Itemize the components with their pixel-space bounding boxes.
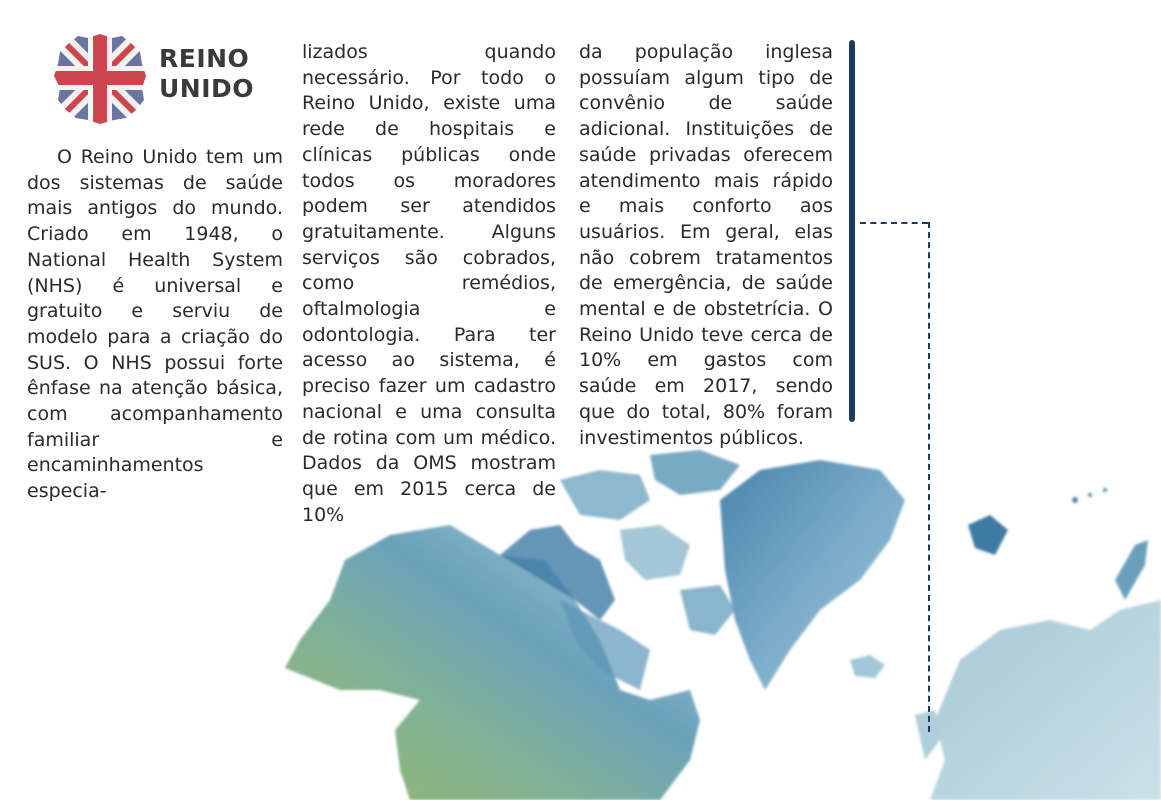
text-column-1: [27, 145, 283, 505]
section-header: [52, 30, 292, 130]
uk-flag-icon: [52, 30, 148, 126]
paragraph-col3: da população inglesa possuíam algum tipo de convênio de saúde adicional. Instituições de saúde privadas oferecem atendimento mais rápido e mais conforto aos usuários. Em geral, elas não cobrem tratamentos de emergência, de saúde mental e de obstetrícia. O Reino Unido teve cerca de 10% em gastos com saúde em 2017, sendo que do total, 80% foram investimentos públicos.: [579, 41, 833, 449]
paragraph-col1: O Reino Unido tem um dos sistemas de saúde mais antigos do mundo. Criado em 1948, o National Health System (NHS) é universal e gratuito e serviu de modelo para a criação do SUS. O NHS possui forte ênfase na atenção básica, com acompanhamento familiar e encaminhamentos especia-: [27, 146, 283, 503]
vertical-accent-bar: [849, 40, 855, 422]
section-title: [159, 44, 254, 104]
dashed-connector-horizontal: [860, 222, 928, 224]
title-line-1: REINO: [159, 44, 250, 73]
paragraph-col2: lizados quando necessário. Por todo o Reino Unido, existe uma rede de hospitais e clínicas públicas onde todos os moradores podem ser atendidos gratuitamente. Alguns serviços são cobrados, como remédios, oftalmologia e odontologia. Para ter acesso ao sistema, é preciso fazer um cadastro nacional e uma consulta de rotina com um médico. Dados da OMS mostram que em 2015 cerca de 10%: [302, 41, 556, 526]
text-column-2: [302, 40, 556, 528]
dashed-connector-vertical: [928, 222, 930, 732]
title-line-2: UNIDO: [159, 74, 255, 103]
text-column-3: [579, 40, 833, 451]
